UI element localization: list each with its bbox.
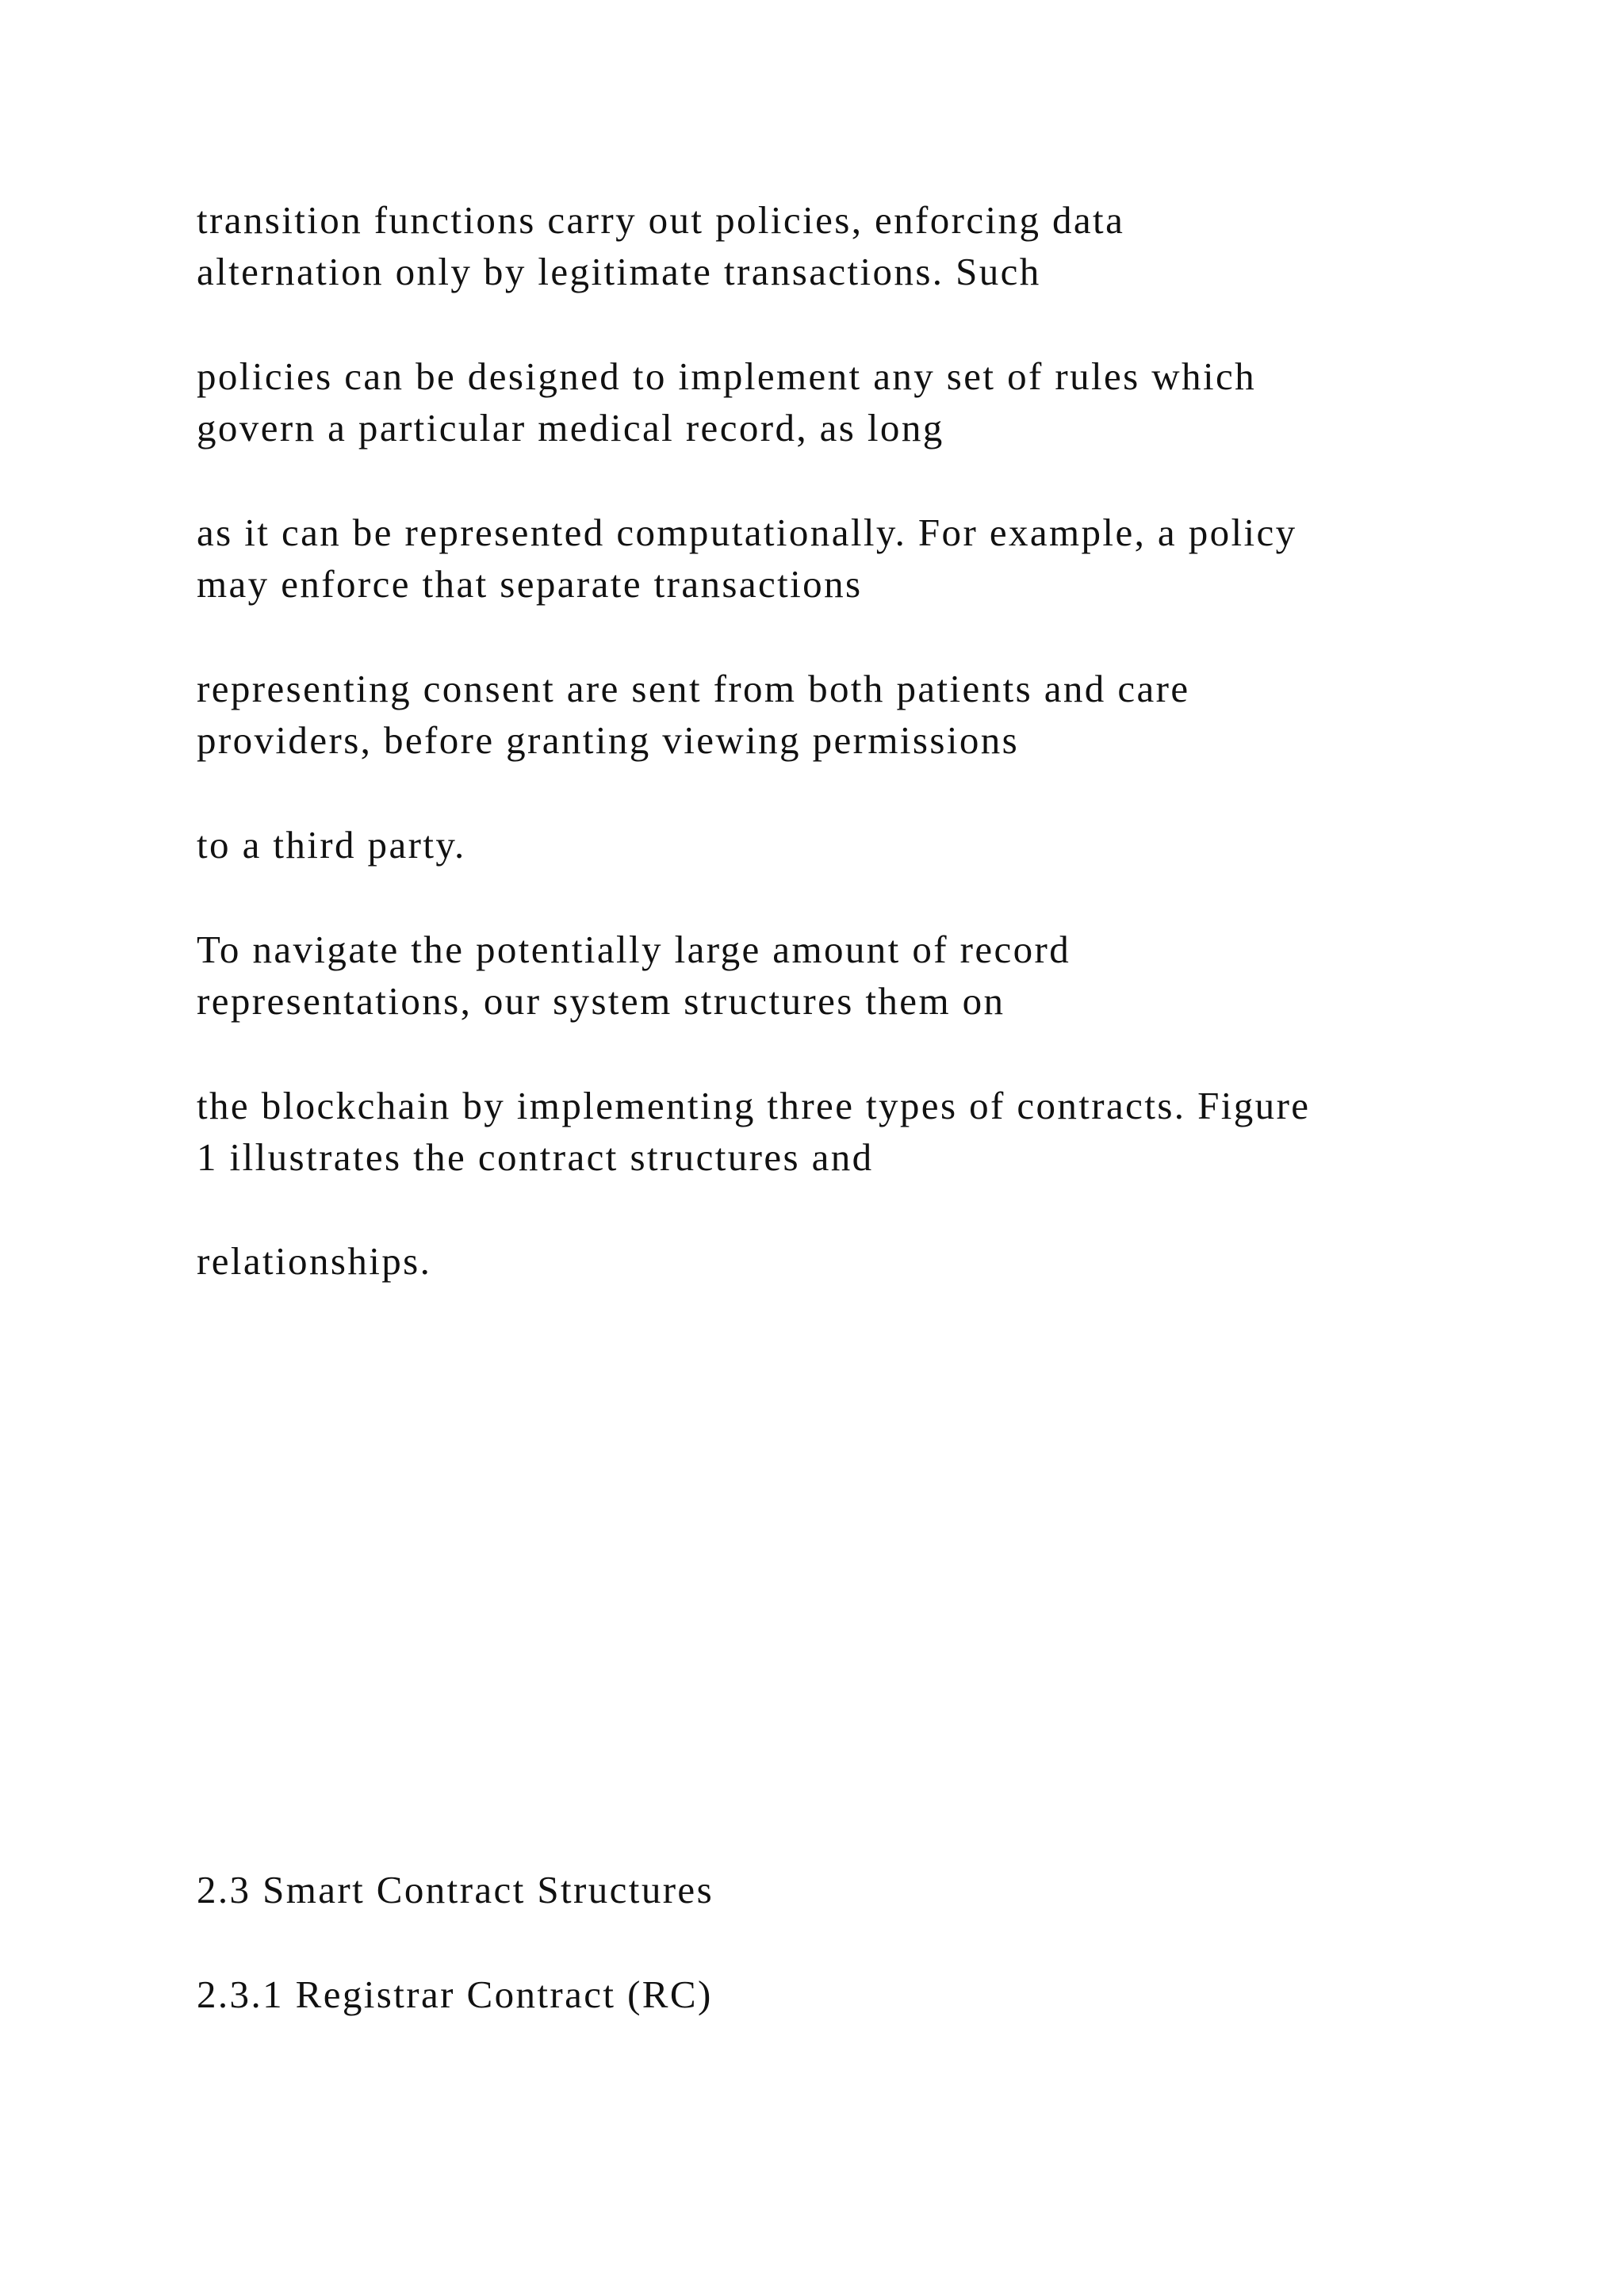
paragraph-contract-types xyxy=(197,1080,1545,1183)
text-line: to a third party. xyxy=(197,823,466,867)
text-line: 1 illustrates the contract structures and xyxy=(197,1135,874,1179)
text-line: providers, before granting viewing permissions xyxy=(197,718,1020,762)
section-heading: 2.3 Smart Contract Structures xyxy=(197,1868,714,1911)
text-line: may enforce that separate transactions xyxy=(197,562,863,606)
text-line: govern a particular medical record, as long xyxy=(197,406,944,450)
text-line: To navigate the potentially large amount of record xyxy=(197,928,1071,971)
paragraph-policies xyxy=(197,350,1545,453)
text-line: relationships. xyxy=(197,1239,432,1283)
text-line: transition functions carry out policies, enforcing data xyxy=(197,198,1125,242)
text-line: as it can be represented computationally. For example, a policy xyxy=(197,511,1297,554)
text-line: representing consent are sent from both patients and care xyxy=(197,667,1190,710)
text-line: policies can be designed to implement any set of rules which xyxy=(197,354,1257,398)
paragraph-computational-example xyxy=(197,507,1545,610)
paragraph-transition-functions xyxy=(197,194,1545,297)
text-line: alternation only by legitimate transactions. Such xyxy=(197,250,1041,293)
paragraph-navigate-records xyxy=(197,924,1545,1027)
paragraph-consent xyxy=(197,663,1545,766)
paragraph-third-party xyxy=(197,819,1545,871)
text-line: representations, our system structures them on xyxy=(197,979,1005,1023)
text-line: the blockchain by implementing three types of contracts. Figure xyxy=(197,1084,1311,1127)
paragraph-relationships xyxy=(197,1235,1545,1287)
subsection-heading: 2.3.1 Registrar Contract (RC) xyxy=(197,1973,713,2016)
